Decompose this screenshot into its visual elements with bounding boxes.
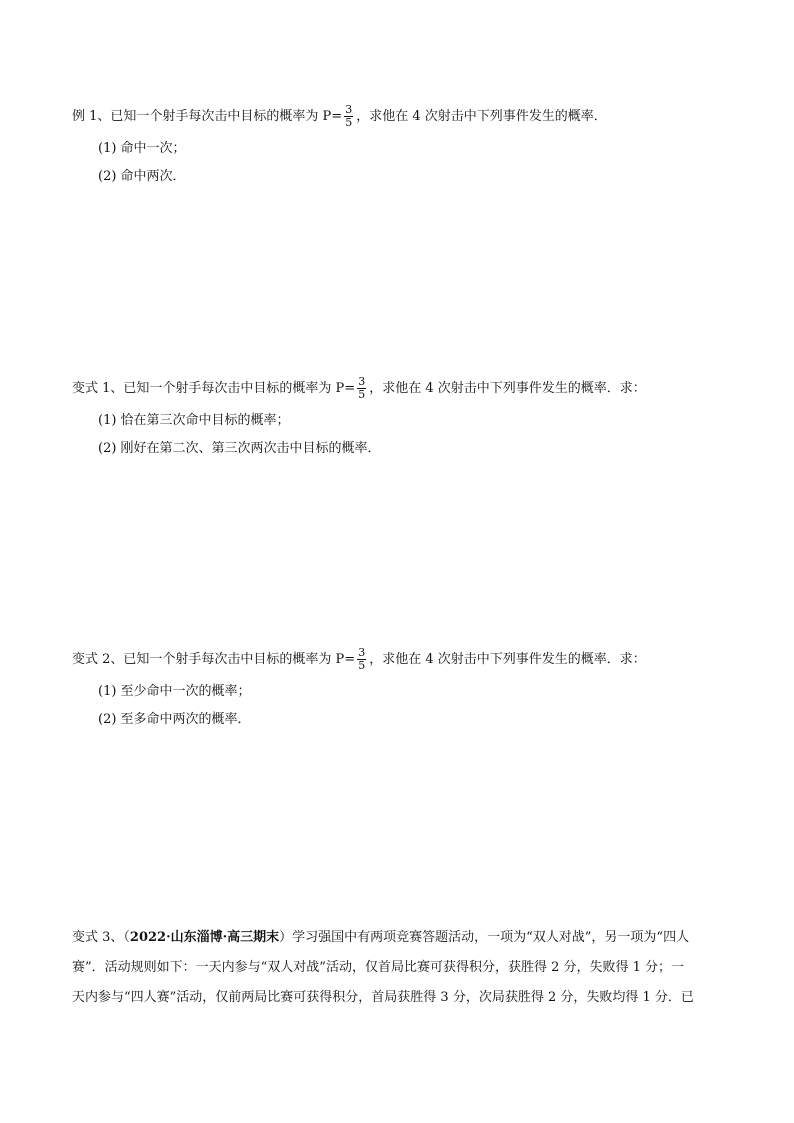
variant-2-item-1: (1) 至少命中一次的概率； xyxy=(98,684,251,699)
variant-3-line-3: 天内参与“四人赛”活动，仅前两局比赛可获得积分，首局获胜得 3 分，次局获胜得 2 分，失败均得 1 分．已 xyxy=(72,990,694,1005)
variant-1-item-1: (1) 恰在第三次命中目标的概率； xyxy=(98,413,290,428)
variant-2-lead: 变式 2、已知一个射手每次击中目标的概率为 P= xyxy=(72,651,356,667)
fraction-denominator: 5 xyxy=(358,659,366,672)
example-1-lead: 例 1、已知一个射手每次击中目标的概率为 P= xyxy=(72,108,343,124)
fraction-denominator: 5 xyxy=(345,116,353,129)
example-1-item-1: (1) 命中一次； xyxy=(98,141,186,156)
fraction-numerator: 3 xyxy=(358,375,366,388)
fraction-numerator: 3 xyxy=(345,103,353,116)
fraction-numerator: 3 xyxy=(358,646,366,659)
variant-3-line-2: 赛”．活动规则如下：一天内参与“双人对战”活动，仅首局比赛可获得积分，获胜得 2 分，失败得 1 分；一 xyxy=(72,960,685,975)
variant-3-label: 变式 3、（ xyxy=(72,930,130,945)
variant-2-item-2: (2) 至多命中两次的概率． xyxy=(98,712,251,727)
example-1 xyxy=(72,104,738,191)
example-1-tail: ，求他在 4 次射击中下列事件发生的概率． xyxy=(356,108,607,124)
variant-1-stem xyxy=(72,376,738,401)
variant-1-tail: ，求他在 4 次射击中下列事件发生的概率．求： xyxy=(369,380,646,396)
variant-2 xyxy=(72,647,738,734)
variant-1 xyxy=(72,376,738,463)
variant-1-lead: 变式 1、已知一个射手每次击中目标的概率为 P= xyxy=(72,380,356,396)
example-1-stem xyxy=(72,104,738,129)
variant-1-item-2: (2) 刚好在第二次、第三次两次击中目标的概率． xyxy=(98,441,381,456)
variant-2-tail: ，求他在 4 次射击中下列事件发生的概率．求： xyxy=(369,651,646,667)
example-1-item-2: (2) 命中两次． xyxy=(98,169,186,184)
probability-fraction xyxy=(357,376,366,401)
fraction-denominator: 5 xyxy=(358,388,366,401)
variant-3-paragraph xyxy=(72,923,738,1013)
variant-3 xyxy=(72,923,738,1013)
variant-3-line-1 xyxy=(72,923,738,953)
probability-fraction xyxy=(357,647,366,672)
variant-3-line-1-rest: ）学习强国中有两项竞赛答题活动，一项为“双人对战”，另一项为“四人 xyxy=(279,930,690,945)
probability-fraction xyxy=(344,104,353,129)
variant-3-source: 2022·山东淄博·高三期末 xyxy=(129,930,280,945)
variant-2-stem xyxy=(72,647,738,672)
